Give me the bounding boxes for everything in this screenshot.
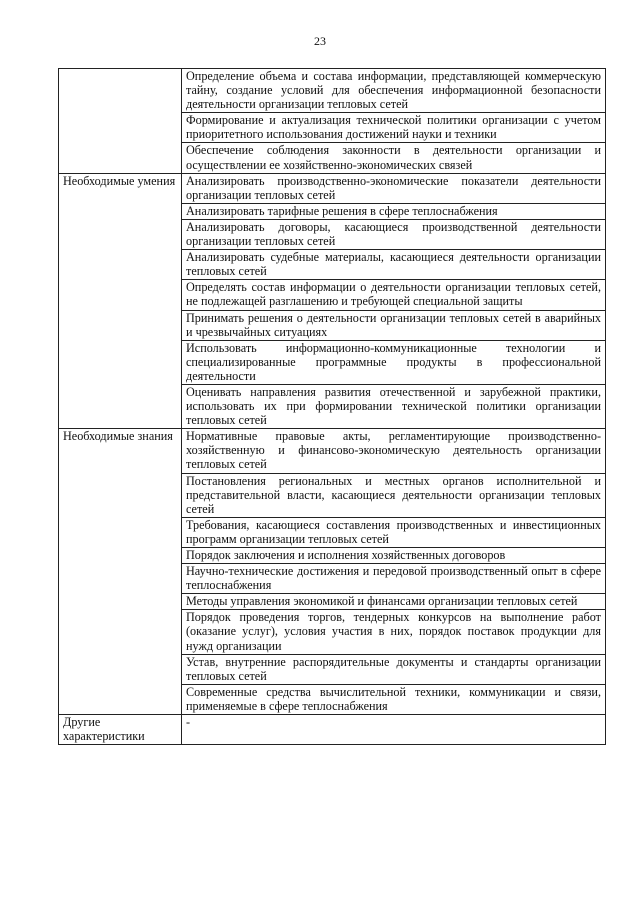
table-row (59, 69, 606, 113)
table-cell-item: Обеспечение соблюдения законности в деятельности организации и осуществлении ее хозяйственно-экономических связей (182, 143, 606, 173)
table-cell-item: Использовать информационно-коммуникационные технологии и специализированные программные продукты в профессиональной деятельности (182, 340, 606, 384)
table-cell-item: Порядок проведения торгов, тендерных конкурсов на выполнение работ (оказание услуг), условия участия в них, порядок поставок продукции для нужд организации (182, 610, 606, 654)
table-cell-item: Определять состав информации о деятельности организации тепловых сетей, не подлежащей разглашению и требующей специальной защиты (182, 280, 606, 310)
table-cell-item: Устав, внутренние распорядительные документы и стандарты организации тепловых сетей (182, 654, 606, 684)
table-cell-item: Оценивать направления развития отечественной и зарубежной практики, использовать их при формировании технической политики организации тепловых сетей (182, 384, 606, 428)
table-cell-item: Современные средства вычислительной техники, коммуникации и связи, применяемые в сфере теплоснабжения (182, 684, 606, 714)
table-row (59, 429, 606, 473)
table-cell-item: Принимать решения о деятельности организации тепловых сетей в аварийных и чрезвычайных ситуациях (182, 310, 606, 340)
table-cell-item: Постановления региональных и местных органов исполнительной и представительной власти, касающиеся деятельности организации тепловых сетей (182, 473, 606, 517)
table-row (59, 715, 606, 745)
table-cell-item: Анализировать судебные материалы, касающиеся деятельности организации тепловых сетей (182, 250, 606, 280)
table-cell-item: Анализировать договоры, касающиеся производственной деятельности организации тепловых сетей (182, 219, 606, 249)
section-label-skills: Необходимые умения (59, 173, 182, 429)
section-label-knowledge: Необходимые знания (59, 429, 182, 715)
competency-table-body (59, 69, 606, 745)
table-cell-item: Определение объема и состава информации, представляющей коммерческую тайну, создание условий для обеспечения информационной безопасности деятельности организации тепловых сетей (182, 69, 606, 113)
table-cell-item: Научно-технические достижения и передовой производственный опыт в сфере теплоснабжения (182, 564, 606, 594)
table-cell-item: Требования, касающиеся составления производственных и инвестиционных программ организации тепловых сетей (182, 517, 606, 547)
table-row (59, 173, 606, 203)
table-cell-item: - (182, 715, 606, 745)
table-cell-item: Формирование и актуализация технической политики организации с учетом приоритетного использования достижений науки и техники (182, 113, 606, 143)
section-label-other: Другие характеристики (59, 715, 182, 745)
table-cell-item: Методы управления экономикой и финансами организации тепловых сетей (182, 594, 606, 610)
table-cell-item: Порядок заключения и исполнения хозяйственных договоров (182, 548, 606, 564)
table-cell-item: Нормативные правовые акты, регламентирующие производственно-хозяйственную и финансово-экономическую деятельность организации тепловых сетей (182, 429, 606, 473)
competency-table (58, 68, 606, 745)
table-cell-item: Анализировать тарифные решения в сфере теплоснабжения (182, 203, 606, 219)
section-label (59, 69, 182, 174)
page-number: 23 (314, 34, 326, 48)
table-cell-item: Анализировать производственно-экономические показатели деятельности организации тепловых сетей (182, 173, 606, 203)
